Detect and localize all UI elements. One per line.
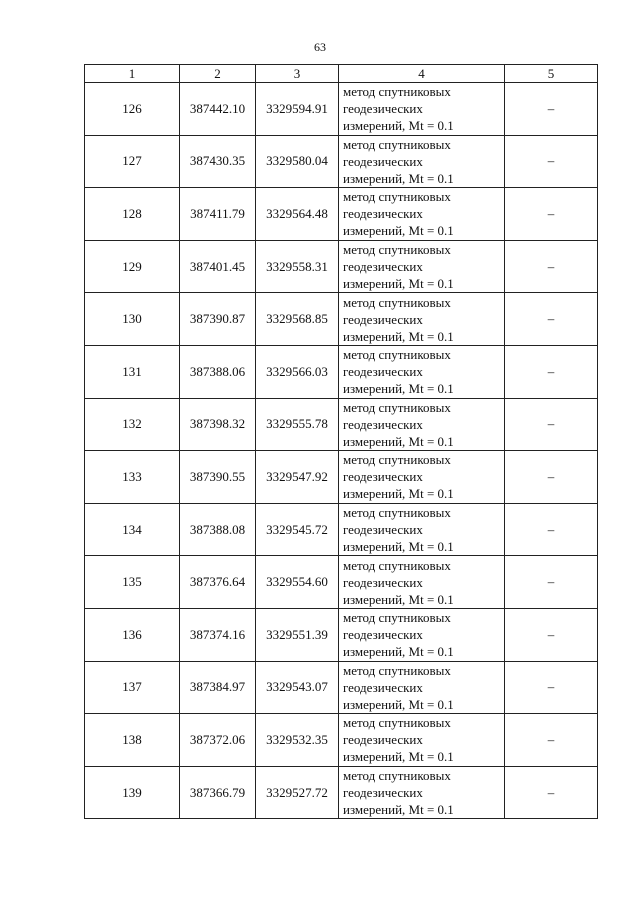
method-line-2: геодезических xyxy=(343,416,423,432)
table-row xyxy=(85,556,598,609)
x-coordinate-cell: 387390.87 xyxy=(180,293,256,346)
method-line-3: измерений, Mt = 0.1 xyxy=(343,486,454,502)
column-header-4: 4 xyxy=(339,65,505,83)
table-row xyxy=(85,240,598,293)
method-cell xyxy=(339,345,505,398)
x-coordinate-cell: 387401.45 xyxy=(180,240,256,293)
column-header-2: 2 xyxy=(180,65,256,83)
x-coordinate-cell: 387398.32 xyxy=(180,398,256,451)
method-line-3: измерений, Mt = 0.1 xyxy=(343,802,454,818)
method-line-2: геодезических xyxy=(343,153,423,169)
note-cell: – xyxy=(505,503,598,556)
note-cell: – xyxy=(505,188,598,241)
table-body xyxy=(85,83,598,819)
method-line-1: метод спутниковых xyxy=(343,557,451,573)
method-line-3: измерений, Mt = 0.1 xyxy=(343,696,454,712)
point-number-cell: 139 xyxy=(85,766,180,819)
page-number: 63 xyxy=(314,40,326,54)
x-coordinate-cell: 387366.79 xyxy=(180,766,256,819)
method-cell xyxy=(339,503,505,556)
y-coordinate-cell: 3329568.85 xyxy=(256,293,339,346)
table-header-row xyxy=(85,65,598,83)
y-coordinate-cell: 3329527.72 xyxy=(256,766,339,819)
column-header-5: 5 xyxy=(505,65,598,83)
coordinates-table xyxy=(84,64,598,819)
note-cell: – xyxy=(505,451,598,504)
method-cell xyxy=(339,240,505,293)
method-line-3: измерений, Mt = 0.1 xyxy=(343,539,454,555)
note-cell: – xyxy=(505,661,598,714)
y-coordinate-cell: 3329543.07 xyxy=(256,661,339,714)
y-coordinate-cell: 3329551.39 xyxy=(256,608,339,661)
method-line-1: метод спутниковых xyxy=(343,136,451,152)
point-number-cell: 134 xyxy=(85,503,180,556)
note-cell: – xyxy=(505,83,598,136)
method-line-1: метод спутниковых xyxy=(343,768,451,784)
method-line-2: геодезических xyxy=(343,732,423,748)
point-number-cell: 126 xyxy=(85,83,180,136)
note-cell: – xyxy=(505,398,598,451)
point-number-cell: 138 xyxy=(85,714,180,767)
x-coordinate-cell: 387388.06 xyxy=(180,345,256,398)
point-number-cell: 130 xyxy=(85,293,180,346)
method-line-2: геодезических xyxy=(343,311,423,327)
table-row xyxy=(85,503,598,556)
method-line-3: измерений, Mt = 0.1 xyxy=(343,118,454,134)
y-coordinate-cell: 3329532.35 xyxy=(256,714,339,767)
method-cell xyxy=(339,608,505,661)
note-cell: – xyxy=(505,345,598,398)
method-line-3: измерений, Mt = 0.1 xyxy=(343,644,454,660)
method-line-1: метод спутниковых xyxy=(343,662,451,678)
method-cell xyxy=(339,451,505,504)
method-line-1: метод спутниковых xyxy=(343,505,451,521)
method-cell xyxy=(339,714,505,767)
point-number-cell: 127 xyxy=(85,135,180,188)
x-coordinate-cell: 387372.06 xyxy=(180,714,256,767)
x-coordinate-cell: 387374.16 xyxy=(180,608,256,661)
point-number-cell: 137 xyxy=(85,661,180,714)
x-coordinate-cell: 387442.10 xyxy=(180,83,256,136)
method-cell xyxy=(339,188,505,241)
method-line-1: метод спутниковых xyxy=(343,294,451,310)
point-number-cell: 129 xyxy=(85,240,180,293)
y-coordinate-cell: 3329566.03 xyxy=(256,345,339,398)
table-row xyxy=(85,188,598,241)
method-line-3: измерений, Mt = 0.1 xyxy=(343,591,454,607)
method-line-2: геодезических xyxy=(343,627,423,643)
table-row xyxy=(85,135,598,188)
table-row xyxy=(85,714,598,767)
note-cell: – xyxy=(505,714,598,767)
method-line-2: геодезических xyxy=(343,206,423,222)
method-line-3: измерений, Mt = 0.1 xyxy=(343,749,454,765)
note-cell: – xyxy=(505,608,598,661)
table-row xyxy=(85,451,598,504)
note-cell: – xyxy=(505,766,598,819)
method-cell xyxy=(339,766,505,819)
method-cell xyxy=(339,398,505,451)
y-coordinate-cell: 3329558.31 xyxy=(256,240,339,293)
x-coordinate-cell: 387430.35 xyxy=(180,135,256,188)
y-coordinate-cell: 3329564.48 xyxy=(256,188,339,241)
method-cell xyxy=(339,83,505,136)
method-line-1: метод спутниковых xyxy=(343,610,451,626)
y-coordinate-cell: 3329580.04 xyxy=(256,135,339,188)
method-line-1: метод спутниковых xyxy=(343,84,451,100)
table-row xyxy=(85,345,598,398)
method-line-1: метод спутниковых xyxy=(343,715,451,731)
method-line-2: геодезических xyxy=(343,574,423,590)
table-row xyxy=(85,83,598,136)
method-line-1: метод спутниковых xyxy=(343,189,451,205)
method-line-3: измерений, Mt = 0.1 xyxy=(343,223,454,239)
method-line-3: измерений, Mt = 0.1 xyxy=(343,328,454,344)
x-coordinate-cell: 387384.97 xyxy=(180,661,256,714)
method-cell xyxy=(339,135,505,188)
x-coordinate-cell: 387390.55 xyxy=(180,451,256,504)
method-line-3: измерений, Mt = 0.1 xyxy=(343,276,454,292)
method-line-2: геодезических xyxy=(343,679,423,695)
column-header-1: 1 xyxy=(85,65,180,83)
table-row xyxy=(85,766,598,819)
x-coordinate-cell: 387388.08 xyxy=(180,503,256,556)
table-row xyxy=(85,293,598,346)
method-line-1: метод спутниковых xyxy=(343,452,451,468)
method-cell xyxy=(339,293,505,346)
x-coordinate-cell: 387411.79 xyxy=(180,188,256,241)
method-line-2: геодезических xyxy=(343,785,423,801)
method-line-2: геодезических xyxy=(343,259,423,275)
table-row xyxy=(85,398,598,451)
note-cell: – xyxy=(505,556,598,609)
point-number-cell: 132 xyxy=(85,398,180,451)
note-cell: – xyxy=(505,240,598,293)
point-number-cell: 135 xyxy=(85,556,180,609)
y-coordinate-cell: 3329594.91 xyxy=(256,83,339,136)
method-line-1: метод спутниковых xyxy=(343,399,451,415)
method-line-2: геодезических xyxy=(343,364,423,380)
point-number-cell: 128 xyxy=(85,188,180,241)
method-line-1: метод спутниковых xyxy=(343,347,451,363)
table-row xyxy=(85,661,598,714)
point-number-cell: 131 xyxy=(85,345,180,398)
column-header-3: 3 xyxy=(256,65,339,83)
method-cell xyxy=(339,661,505,714)
method-line-2: геодезических xyxy=(343,522,423,538)
x-coordinate-cell: 387376.64 xyxy=(180,556,256,609)
table-row xyxy=(85,608,598,661)
method-line-3: измерений, Mt = 0.1 xyxy=(343,170,454,186)
method-line-3: измерений, Mt = 0.1 xyxy=(343,433,454,449)
y-coordinate-cell: 3329545.72 xyxy=(256,503,339,556)
method-line-2: геодезических xyxy=(343,469,423,485)
method-cell xyxy=(339,556,505,609)
point-number-cell: 133 xyxy=(85,451,180,504)
method-line-2: геодезических xyxy=(343,101,423,117)
y-coordinate-cell: 3329554.60 xyxy=(256,556,339,609)
note-cell: – xyxy=(505,135,598,188)
note-cell: – xyxy=(505,293,598,346)
y-coordinate-cell: 3329547.92 xyxy=(256,451,339,504)
method-line-1: метод спутниковых xyxy=(343,242,451,258)
point-number-cell: 136 xyxy=(85,608,180,661)
y-coordinate-cell: 3329555.78 xyxy=(256,398,339,451)
method-line-3: измерений, Mt = 0.1 xyxy=(343,381,454,397)
